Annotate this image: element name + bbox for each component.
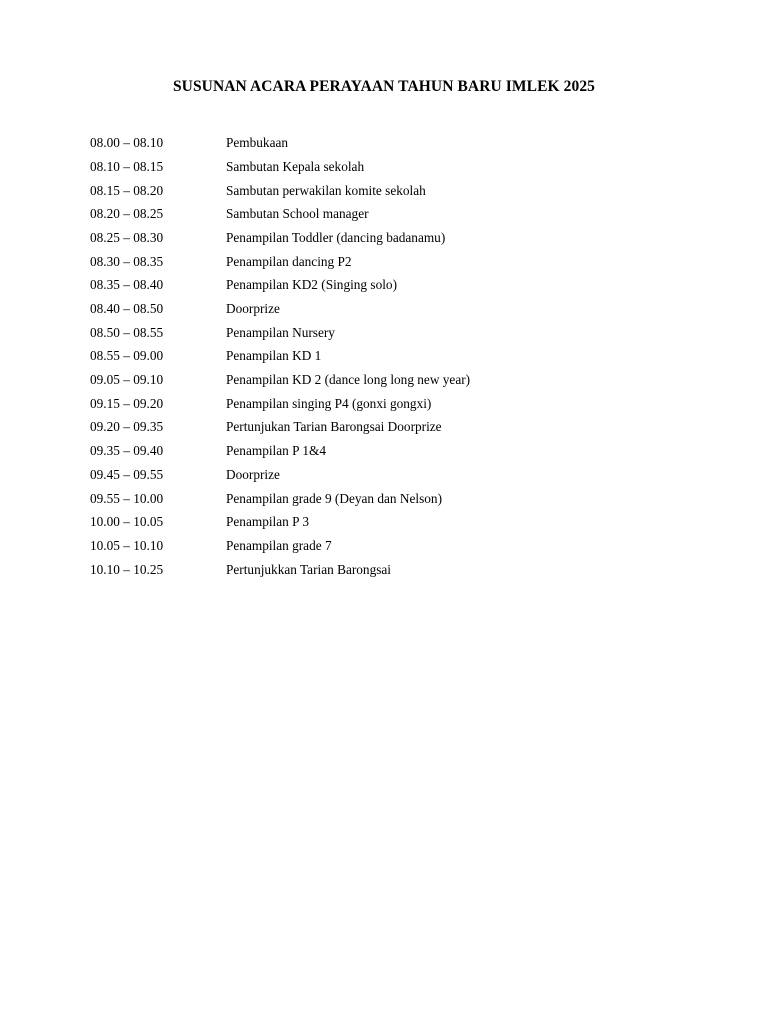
schedule-row: [90, 249, 690, 273]
schedule-row: [90, 131, 690, 155]
schedule-activity: Sambutan School manager: [226, 206, 369, 222]
schedule-activity: Doorprize: [226, 466, 280, 482]
schedule-time: 08.40 – 08.50: [90, 301, 164, 316]
schedule-activity: Pembukaan: [226, 135, 289, 151]
schedule-row: [90, 226, 690, 250]
schedule-row: [90, 155, 690, 179]
schedule-activity: Penampilan KD2 (Singing solo): [226, 277, 398, 293]
schedule-row: [90, 534, 690, 558]
document-title: SUSUNAN ACARA PERAYAAN TAHUN BARU IMLEK 2025: [172, 78, 596, 95]
schedule-activity: Penampilan P 1&4: [226, 443, 326, 459]
schedule-row: [90, 321, 690, 345]
schedule-row: [90, 273, 690, 297]
schedule-row: [90, 297, 690, 321]
schedule-activity: Penampilan Nursery: [226, 324, 335, 340]
schedule-time: 10.10 – 10.25: [90, 561, 164, 577]
schedule-row: [90, 557, 690, 581]
schedule-row: [90, 368, 690, 392]
schedule-time: 10.05 – 10.10: [90, 537, 164, 553]
schedule-activity: Pertunjukan Tarian Barongsai Doorprize: [226, 419, 442, 435]
schedule-time: 09.15 – 09.20: [90, 395, 164, 411]
schedule-activity: Doorprize: [226, 301, 280, 316]
schedule-activity: Penampilan dancing P2: [226, 253, 352, 269]
schedule-row: [90, 439, 690, 463]
schedule-row: [90, 463, 690, 487]
schedule-time: 09.05 – 09.10: [90, 372, 164, 388]
schedule-time: 10.00 – 10.05: [90, 514, 164, 530]
schedule-time: 08.00 – 08.10: [90, 135, 164, 151]
schedule-row: [90, 344, 690, 368]
schedule-activity: Penampilan KD 1: [226, 348, 322, 364]
schedule-time: 09.35 – 09.40: [90, 443, 164, 459]
schedule-time: 08.20 – 08.25: [90, 206, 164, 222]
schedule-activity: Penampilan P 3: [226, 514, 309, 530]
schedule-time: 08.15 – 08.20: [90, 182, 164, 198]
schedule-time: 09.45 – 09.55: [90, 466, 164, 482]
schedule-activity: Penampilan Toddler (dancing badanamu): [226, 229, 446, 245]
schedule-activity: Pertunjukkan Tarian Barongsai: [226, 561, 391, 577]
schedule-activity: Penampilan grade 7: [226, 537, 332, 553]
schedule-activity: Sambutan perwakilan komite sekolah: [226, 182, 426, 198]
schedule-row: [90, 510, 690, 534]
schedule-row: [90, 392, 690, 416]
schedule-time: 08.35 – 08.40: [90, 277, 164, 293]
schedule-activity: Sambutan Kepala sekolah: [226, 158, 365, 174]
schedule-row: [90, 202, 690, 226]
schedule-list: [90, 131, 690, 581]
schedule-time: 08.30 – 08.35: [90, 253, 164, 269]
schedule-activity: Penampilan KD 2 (dance long long new year): [226, 372, 471, 388]
schedule-time: 08.25 – 08.30: [90, 229, 164, 245]
schedule-row: [90, 178, 690, 202]
schedule-time: 09.55 – 10.00: [90, 490, 164, 506]
schedule-row: [90, 486, 690, 510]
schedule-activity: Penampilan singing P4 (gonxi gongxi): [226, 395, 432, 411]
schedule-time: 08.50 – 08.55: [90, 324, 164, 340]
schedule-time: 09.20 – 09.35: [90, 419, 164, 435]
schedule-activity: Penampilan grade 9 (Deyan dan Nelson): [226, 490, 443, 506]
schedule-time: 08.55 – 09.00: [90, 348, 164, 364]
schedule-row: [90, 415, 690, 439]
schedule-time: 08.10 – 08.15: [90, 158, 164, 174]
